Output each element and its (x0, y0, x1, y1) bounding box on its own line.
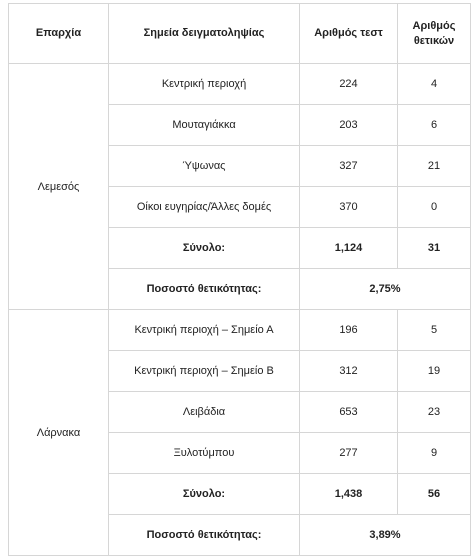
header-positives: Αριθμός θετικών (398, 4, 471, 64)
tests-cell: 370 (300, 187, 398, 228)
positives-cell: 0 (398, 187, 471, 228)
positives-cell: 4 (398, 64, 471, 105)
total-tests: 1,438 (300, 474, 398, 515)
sampling-point-cell: Λειβάδια (109, 392, 300, 433)
positives-cell: 23 (398, 392, 471, 433)
total-positives: 31 (398, 228, 471, 269)
positives-cell: 5 (398, 310, 471, 351)
sampling-point-cell: Κεντρική περιοχή (109, 64, 300, 105)
sampling-point-cell: Μουταγιάκκα (109, 105, 300, 146)
tests-cell: 312 (300, 351, 398, 392)
sampling-point-cell: Ύψωνας (109, 146, 300, 187)
positives-cell: 9 (398, 433, 471, 474)
positivity-value: 3,89% (300, 515, 471, 556)
positives-cell: 6 (398, 105, 471, 146)
district-cell-larnaca: Λάρνακα (9, 310, 109, 556)
tests-cell: 653 (300, 392, 398, 433)
tests-cell: 327 (300, 146, 398, 187)
positives-cell: 19 (398, 351, 471, 392)
total-positives: 56 (398, 474, 471, 515)
header-district: Επαρχία (9, 4, 109, 64)
tests-cell: 224 (300, 64, 398, 105)
table-row (9, 64, 471, 105)
sampling-point-cell: Κεντρική περιοχή – Σημείο Α (109, 310, 300, 351)
total-label: Σύνολο: (109, 474, 300, 515)
positivity-label: Ποσοστό θετικότητας: (109, 515, 300, 556)
positivity-label: Ποσοστό θετικότητας: (109, 269, 300, 310)
table-row (9, 310, 471, 351)
positivity-value: 2,75% (300, 269, 471, 310)
positives-cell: 21 (398, 146, 471, 187)
tests-cell: 277 (300, 433, 398, 474)
tests-cell: 196 (300, 310, 398, 351)
sampling-point-cell: Κεντρική περιοχή – Σημείο Β (109, 351, 300, 392)
header-row (9, 4, 471, 64)
total-tests: 1,124 (300, 228, 398, 269)
sampling-point-cell: Ξυλοτύμπου (109, 433, 300, 474)
covid-tests-table (8, 3, 471, 556)
header-sampling-points: Σημεία δειγματοληψίας (109, 4, 300, 64)
district-cell-limassol: Λεμεσός (9, 64, 109, 310)
sampling-point-cell: Οίκοι ευγηρίας/Άλλες δομές (109, 187, 300, 228)
tests-cell: 203 (300, 105, 398, 146)
header-tests: Αριθμός τεστ (300, 4, 398, 64)
total-label: Σύνολο: (109, 228, 300, 269)
